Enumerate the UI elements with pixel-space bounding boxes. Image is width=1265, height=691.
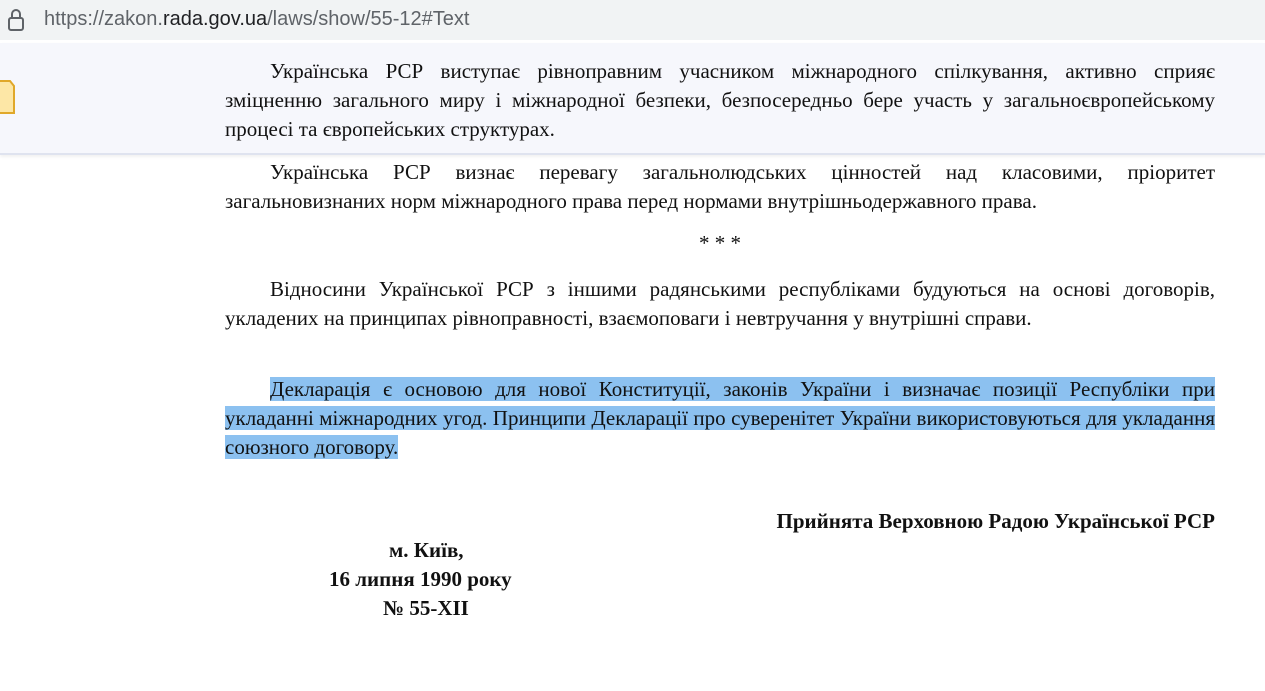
url-text[interactable]: [44, 7, 469, 31]
paragraph-relations: Відносини Української РСР з іншими радянськими республіками будуються на основі договорів, укладених на принципах рівноправності, взаємоповаги і невтручання у внутрішні справи.: [225, 277, 1215, 330]
document-icon[interactable]: [0, 73, 16, 123]
section-separator: * * *: [699, 231, 741, 255]
url-prefix: https://zakon.: [44, 8, 163, 30]
selected-text: Декларація є основою для нової Конституції, законів України і визначає позиції Республіки при укладанні міжнародних угод. Принципи Декларації про суверенітет України використовуються для укладання союзного договору.: [225, 377, 1215, 459]
paragraph-international: Українська РСР виступає рівноправним учасником міжнародного спілкування, активно сприяє зміцненню загального миру і міжнародної безпеки, безпосередньо бере участь у загальноєвропейському процесі та європейських структурах.: [225, 59, 1215, 141]
address-bar[interactable]: [0, 0, 1265, 40]
adopted-by: Прийнята Верховною Радою Української РСР: [776, 509, 1215, 533]
signature-city: м. Київ,: [389, 538, 464, 562]
document-number: № 55-XII: [383, 596, 469, 620]
paragraph-declaration: [225, 375, 1215, 462]
signature-date: 16 липня 1990 року: [329, 567, 512, 591]
paragraph-values: Українська РСР визнає перевагу загальнолюдських цінностей над класовими, пріоритет загальновизнаних норм міжнародного права перед нормами внутрішньодержавного права.: [225, 160, 1215, 213]
url-domain: rada.gov.ua: [162, 8, 268, 30]
url-path: /laws/show/55-12#Text: [267, 8, 470, 30]
lock-icon[interactable]: [6, 8, 26, 32]
